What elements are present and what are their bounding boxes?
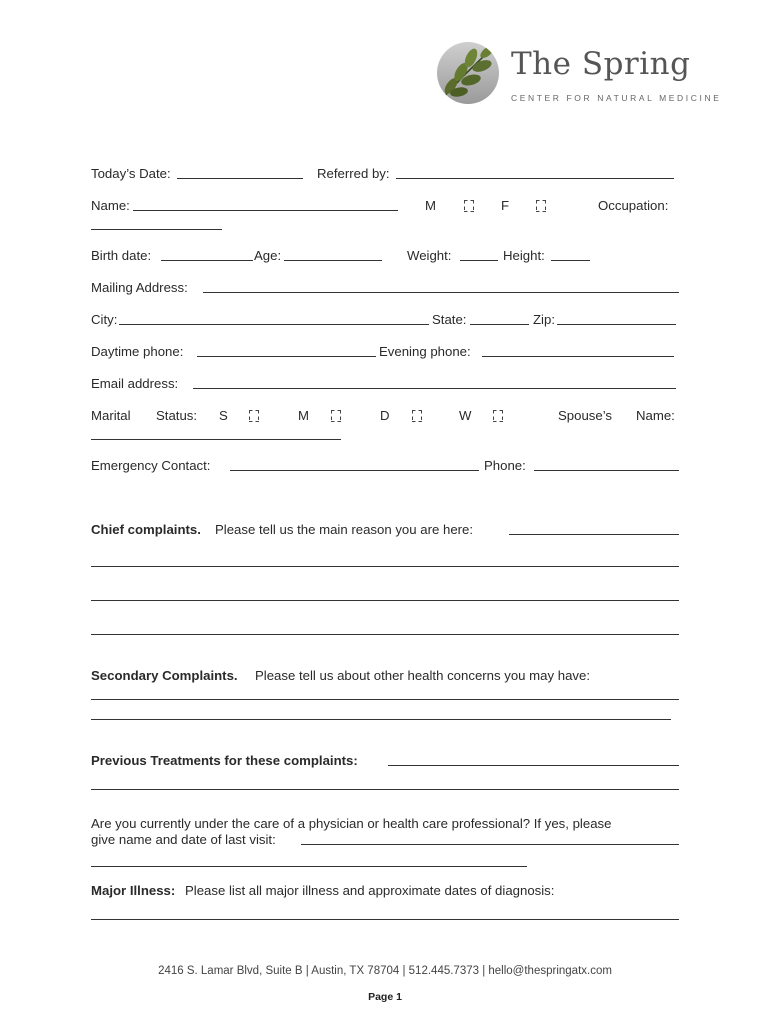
row-occupation-line (91, 216, 679, 234)
secondary-complaints-prompt: Please tell us about other health concerns you may have: (255, 668, 591, 683)
birth-date-label: Birth date: (91, 248, 152, 263)
sex-m-label: M (425, 198, 436, 213)
major-illness-row (91, 882, 679, 900)
row-email (91, 375, 679, 393)
previous-treatments-field[interactable] (388, 765, 679, 766)
physician-question-text-1: Are you currently under the care of a physician or health care professional? If yes, please (91, 816, 612, 831)
marital-label-1: Marital (91, 408, 131, 423)
page-number: Page 1 (368, 991, 402, 1003)
row-phones (91, 343, 679, 361)
secondary-complaints-row (91, 667, 679, 685)
birth-date-field[interactable] (161, 260, 253, 261)
sex-f-checkbox[interactable] (536, 200, 546, 210)
major-illness-prompt: Please list all major illness and approximate dates of diagnosis: (185, 883, 555, 898)
occupation-field[interactable] (91, 229, 222, 230)
email-label: Email address: (91, 376, 179, 391)
major-illness-field[interactable] (91, 919, 679, 920)
weight-field[interactable] (460, 260, 498, 261)
chief-complaints-line[interactable] (91, 566, 679, 567)
row-spouse-line (91, 426, 679, 444)
age-field[interactable] (284, 260, 382, 261)
referred-by-field[interactable] (396, 178, 674, 179)
phone-label: Phone: (484, 458, 526, 473)
chief-complaints-prompt: Please tell us the main reason you are here: (215, 522, 474, 537)
todays-date-label: Today’s Date: (91, 166, 171, 181)
emergency-contact-label: Emergency Contact: (91, 458, 211, 473)
referred-by-label: Referred by: (317, 166, 390, 181)
major-illness-line (91, 906, 679, 924)
age-label: Age: (254, 248, 282, 263)
marital-m-label: M (298, 408, 309, 423)
todays-date-field[interactable] (177, 178, 303, 179)
physician-line-3 (91, 853, 679, 871)
marital-d-checkbox[interactable] (412, 410, 422, 420)
chief-complaints-line-4 (91, 621, 679, 639)
secondary-complaints-line-1 (91, 686, 679, 704)
marital-w-label: W (459, 408, 472, 423)
weight-label: Weight: (407, 248, 452, 263)
zip-label: Zip: (533, 312, 555, 327)
physician-line[interactable] (91, 866, 527, 867)
chief-complaints-field[interactable] (509, 534, 679, 535)
secondary-complaints-line[interactable] (91, 719, 671, 720)
marital-d-label: D (380, 408, 390, 423)
row-emergency-contact (91, 457, 679, 475)
occupation-label: Occupation: (598, 198, 669, 213)
state-field[interactable] (470, 324, 529, 325)
sex-m-checkbox[interactable] (464, 200, 474, 210)
spouse-label-2: Name: (636, 408, 675, 423)
marital-s-label: S (219, 408, 228, 423)
mailing-address-field[interactable] (203, 292, 679, 293)
chief-complaints-line[interactable] (91, 634, 679, 635)
secondary-complaints-heading: Secondary Complaints. (91, 668, 238, 683)
row-date-referral (91, 165, 679, 183)
city-field[interactable] (119, 324, 429, 325)
major-illness-heading: Major Illness: (91, 883, 176, 898)
previous-treatments-row (91, 752, 679, 770)
leaf-sprig-icon (437, 42, 499, 104)
name-field[interactable] (133, 210, 398, 211)
state-label: State: (432, 312, 467, 327)
logo-subtitle: CENTER FOR NATURAL MEDICINE (511, 93, 722, 103)
chief-complaints-line-2 (91, 553, 679, 571)
physician-question-text-2: give name and date of last visit: (91, 832, 276, 847)
previous-treatments-heading: Previous Treatments for these complaints: (91, 753, 358, 768)
height-field[interactable] (551, 260, 590, 261)
secondary-complaints-line-2 (91, 706, 679, 724)
phone-field[interactable] (534, 470, 679, 471)
chief-complaints-heading: Chief complaints. (91, 522, 201, 537)
marital-label-2: Status: (156, 408, 198, 423)
email-field[interactable] (193, 388, 676, 389)
daytime-phone-field[interactable] (197, 356, 376, 357)
row-name-sex (91, 197, 679, 215)
physician-field[interactable] (301, 844, 679, 845)
chief-complaints-row (91, 521, 679, 539)
evening-phone-field[interactable] (482, 356, 674, 357)
marital-w-checkbox[interactable] (493, 410, 503, 420)
previous-treatments-line-2 (91, 776, 679, 794)
height-label: Height: (503, 248, 545, 263)
spouse-name-field[interactable] (91, 439, 341, 440)
footer-address: 2416 S. Lamar Blvd, Suite B | Austin, TX 78704 | 512.445.7373 | hello@thespringatx.com (158, 965, 612, 977)
chief-complaints-line[interactable] (91, 600, 679, 601)
mailing-address-label: Mailing Address: (91, 280, 188, 295)
chief-complaints-line-3 (91, 587, 679, 605)
previous-treatments-line[interactable] (91, 789, 679, 790)
row-birth-age (91, 247, 679, 265)
clinic-logo (437, 42, 722, 108)
marital-s-checkbox[interactable] (249, 410, 259, 420)
secondary-complaints-field[interactable] (91, 699, 679, 700)
marital-m-checkbox[interactable] (331, 410, 341, 420)
row-mailing-address (91, 279, 679, 297)
sex-f-label: F (501, 198, 510, 213)
daytime-phone-label: Daytime phone: (91, 344, 184, 359)
spouse-label-1: Spouse’s (558, 408, 613, 423)
city-label: City: (91, 312, 118, 327)
physician-question-line-2 (91, 831, 679, 849)
evening-phone-label: Evening phone: (379, 344, 471, 359)
row-city-state-zip (91, 311, 679, 329)
logo-title: The Spring (511, 46, 691, 82)
row-marital-status (91, 407, 679, 425)
zip-field[interactable] (557, 324, 676, 325)
emergency-contact-field[interactable] (230, 470, 479, 471)
name-label: Name: (91, 198, 130, 213)
